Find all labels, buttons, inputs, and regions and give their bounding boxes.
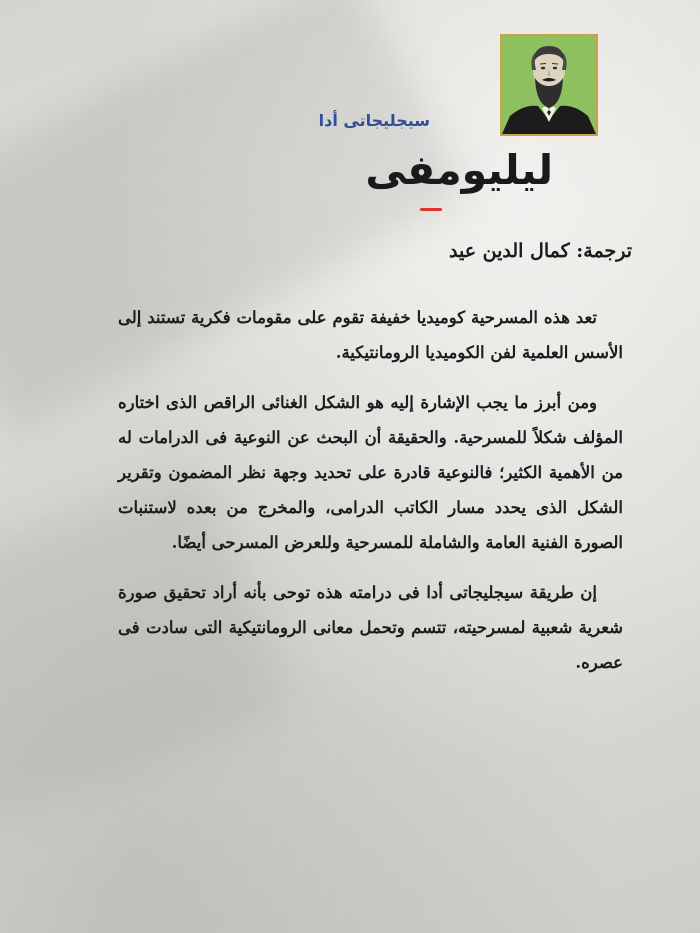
author-portrait — [500, 34, 598, 136]
synopsis-text — [118, 300, 623, 695]
synopsis-paragraph: إن طريقة سيجليجاتى أدا فى درامته هذه توحى بأنه أراد تحقيق صورة شعرية شعبية لمسرحيته، تتسم وتحمل معانى الرومانتيكية التى سادت فى عصره. — [118, 583, 623, 672]
book-title: ليليومفى — [365, 146, 553, 194]
translator-credit: ترجمة: كمال الدين عيد — [448, 240, 632, 262]
synopsis-paragraph: تعد هذه المسرحية كوميديا خفيفة تقوم على مقومات فكرية تستند إلى الأسس العلمية لفن الكوميديا الرومانتيكية. — [118, 308, 623, 362]
portrait-engraving-image — [502, 36, 596, 134]
author-name: سيجليجاتى أدا — [318, 111, 430, 130]
title-accent-mark — [420, 208, 442, 211]
synopsis-paragraph: ومن أبرز ما يجب الإشارة إليه هو الشكل الغنائى الراقص الذى اختاره المؤلف شكلاً للمسرحية. والحقيقة أن البحث عن النوعية فى الدرامات له من الأهمية الكثير؛ فالنوعية قادرة على تحديد وجهة نظر المضمون وتقرير الشكل الذى يحدد مسار الكاتب الدرامى، والمخرج من بعده لاستنبات الصورة الفنية العامة والشاملة للمسرحية وللعرض المسرحى أيضًا. — [118, 393, 623, 552]
